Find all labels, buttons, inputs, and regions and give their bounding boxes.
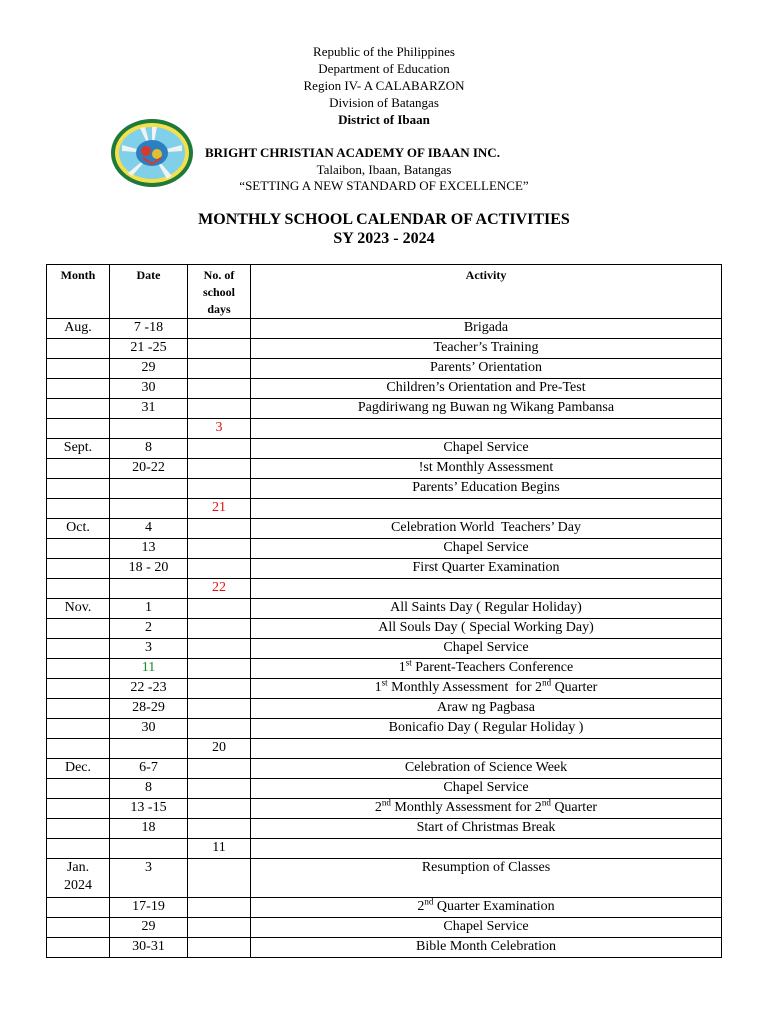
activity-cell (251, 898, 722, 918)
ordinal-suffix: st (405, 657, 412, 668)
header-days-line1: No. of (203, 268, 235, 282)
school-days-cell (188, 539, 251, 559)
table-row (47, 779, 722, 799)
school-days-cell (188, 759, 251, 779)
table-row (47, 699, 722, 719)
header-republic: Republic of the Philippines (313, 44, 455, 59)
table-row (47, 619, 722, 639)
month-cell (47, 319, 110, 339)
date-cell: 30 (110, 719, 188, 739)
month-cell (47, 759, 110, 779)
school-days-cell: 11 (188, 839, 251, 859)
month-cell (47, 739, 110, 759)
table-row (47, 519, 722, 539)
table-row (47, 719, 722, 739)
ordinal-suffix: st (381, 677, 388, 688)
date-cell: 13 (110, 539, 188, 559)
month-cell (47, 659, 110, 679)
activity-cell (251, 739, 722, 759)
header-month: Month (47, 265, 110, 319)
table-row (47, 918, 722, 938)
activity-cell: Chapel Service (251, 639, 722, 659)
table-row (47, 898, 722, 918)
month-cell (47, 339, 110, 359)
date-cell: 4 (110, 519, 188, 539)
date-cell: 3 (110, 859, 188, 898)
month-cell (47, 719, 110, 739)
activity-cell (251, 499, 722, 519)
month-cell (47, 399, 110, 419)
date-cell: 11 (110, 659, 188, 679)
activity-cell: All Souls Day ( Special Working Day) (251, 619, 722, 639)
calendar-title-line1: MONTHLY SCHOOL CALENDAR OF ACTIVITIES (198, 211, 570, 228)
month-cell (47, 479, 110, 499)
school-days-cell (188, 819, 251, 839)
month-cell (47, 918, 110, 938)
table-row (47, 819, 722, 839)
activity-cell: Brigada (251, 319, 722, 339)
school-days-cell (188, 599, 251, 619)
month-cell (47, 619, 110, 639)
school-name: BRIGHT CHRISTIAN ACADEMY OF IBAAN INC. (205, 145, 500, 160)
activity-ordinal: 2 (374, 800, 382, 815)
activity-text: Monthly Assessment for 2 (390, 800, 542, 815)
date-cell: 30 (110, 379, 188, 399)
calendar-title-line2: SY 2023 - 2024 (333, 230, 435, 247)
month-cell (47, 898, 110, 918)
activity-text: Quarter (550, 800, 598, 815)
school-days-cell: 3 (188, 419, 251, 439)
date-cell: 8 (110, 779, 188, 799)
school-days-cell (188, 938, 251, 958)
header-school-days (188, 265, 251, 319)
date-cell: 28-29 (110, 699, 188, 719)
month-cell (47, 379, 110, 399)
activity-cell: Bible Month Celebration (251, 938, 722, 958)
school-days-cell: 21 (188, 499, 251, 519)
ordinal-suffix: nd (381, 797, 391, 808)
header-date: Date (110, 265, 188, 319)
activity-cell: Araw ng Pagbasa (251, 699, 722, 719)
activity-cell: !st Monthly Assessment (251, 459, 722, 479)
activity-text: Monthly Assessment for 2 (387, 680, 543, 695)
activity-text: Quarter (551, 680, 598, 695)
activity-cell: Bonicafio Day ( Regular Holiday ) (251, 719, 722, 739)
school-days-cell (188, 799, 251, 819)
document-header (0, 43, 768, 128)
table-row (47, 938, 722, 958)
month-cell (47, 639, 110, 659)
date-cell: 29 (110, 918, 188, 938)
activity-cell: Start of Christmas Break (251, 819, 722, 839)
table-row (47, 859, 722, 898)
school-days-cell (188, 399, 251, 419)
activity-cell: Chapel Service (251, 439, 722, 459)
table-row (47, 399, 722, 419)
header-activity: Activity (251, 265, 722, 319)
activity-cell: Celebration of Science Week (251, 759, 722, 779)
month-cell (47, 599, 110, 619)
month-cell (47, 699, 110, 719)
activity-cell (251, 659, 722, 679)
month-cell (47, 499, 110, 519)
school-days-cell (188, 619, 251, 639)
header-division: Division of Batangas (329, 95, 439, 110)
month-cell (47, 459, 110, 479)
table-row (47, 659, 722, 679)
activity-cell: Celebration World Teachers’ Day (251, 519, 722, 539)
date-cell: 20-22 (110, 459, 188, 479)
table-row (47, 759, 722, 779)
school-days-cell (188, 898, 251, 918)
activity-cell: Chapel Service (251, 779, 722, 799)
date-cell: 7 -18 (110, 319, 188, 339)
activity-cell: First Quarter Examination (251, 559, 722, 579)
header-days-line2: school (202, 285, 235, 299)
school-days-cell (188, 639, 251, 659)
month-cell (47, 559, 110, 579)
month-cell (47, 419, 110, 439)
activity-cell: Pagdiriwang ng Buwan ng Wikang Pambansa (251, 399, 722, 419)
activity-cell (251, 839, 722, 859)
table-row (47, 459, 722, 479)
activity-ordinal: 1 (398, 660, 406, 675)
activity-cell (251, 679, 722, 699)
activity-cell: Parents’ Education Begins (251, 479, 722, 499)
month-cell (47, 539, 110, 559)
school-address-block (0, 162, 768, 194)
school-days-cell (188, 439, 251, 459)
table-row (47, 499, 722, 519)
month-label: Jan. (66, 860, 90, 875)
date-cell (110, 499, 188, 519)
date-cell (110, 479, 188, 499)
activity-cell: Resumption of Classes (251, 859, 722, 898)
date-cell: 30-31 (110, 938, 188, 958)
school-days-cell (188, 379, 251, 399)
table-row (47, 559, 722, 579)
month-label: Nov. (64, 600, 92, 615)
month-label: Oct. (66, 520, 90, 535)
table-row (47, 799, 722, 819)
table-body (47, 319, 722, 958)
activity-cell: Chapel Service (251, 918, 722, 938)
table-row (47, 539, 722, 559)
table-row (47, 839, 722, 859)
month-cell (47, 679, 110, 699)
date-cell: 31 (110, 399, 188, 419)
school-days-cell (188, 339, 251, 359)
school-days-cell (188, 719, 251, 739)
school-days-cell (188, 779, 251, 799)
activity-cell: Chapel Service (251, 539, 722, 559)
activity-text: Parent-Teachers Conference (411, 660, 574, 675)
activity-ordinal: 2 (417, 899, 425, 914)
school-days-cell (188, 319, 251, 339)
table-row (47, 439, 722, 459)
table-row (47, 339, 722, 359)
school-days-cell (188, 859, 251, 898)
table-row (47, 319, 722, 339)
table-row (47, 739, 722, 759)
month-cell (47, 839, 110, 859)
date-cell: 1 (110, 599, 188, 619)
header-region: Region IV- A CALABARZON (303, 78, 465, 93)
month-cell (47, 859, 110, 898)
ordinal-suffix: nd (541, 797, 551, 808)
school-days-cell: 20 (188, 739, 251, 759)
date-cell: 6-7 (110, 759, 188, 779)
month-cell (47, 799, 110, 819)
activity-cell (251, 579, 722, 599)
month-cell (47, 779, 110, 799)
date-cell: 29 (110, 359, 188, 379)
calendar-title (0, 210, 768, 248)
date-cell: 2 (110, 619, 188, 639)
month-label: Aug. (64, 320, 92, 335)
date-cell: 18 (110, 819, 188, 839)
month-cell (47, 519, 110, 539)
table-row (47, 639, 722, 659)
date-cell: 3 (110, 639, 188, 659)
date-cell (110, 739, 188, 759)
header-district: District of Ibaan (338, 112, 430, 127)
date-cell (110, 419, 188, 439)
activity-cell: Teacher’s Training (251, 339, 722, 359)
table-row (47, 419, 722, 439)
activity-ordinal: 1 (374, 680, 382, 695)
date-cell (110, 839, 188, 859)
activity-cell: Parents’ Orientation (251, 359, 722, 379)
activity-cell (251, 799, 722, 819)
table-row (47, 579, 722, 599)
table-row (47, 359, 722, 379)
table-row (47, 679, 722, 699)
date-cell: 8 (110, 439, 188, 459)
month-label: Sept. (63, 440, 93, 455)
ordinal-suffix: nd (424, 896, 434, 907)
date-cell: 13 -15 (110, 799, 188, 819)
school-motto: “SETTING A NEW STANDARD OF EXCELLENCE” (239, 178, 529, 193)
month-year-label: 2024 (64, 878, 92, 893)
activity-text: Quarter Examination (433, 899, 555, 914)
date-cell: 17-19 (110, 898, 188, 918)
school-days-cell (188, 359, 251, 379)
school-days-cell (188, 479, 251, 499)
school-days-cell (188, 659, 251, 679)
school-days-cell (188, 459, 251, 479)
month-cell (47, 579, 110, 599)
month-label: Dec. (64, 760, 92, 775)
school-days-cell: 22 (188, 579, 251, 599)
school-days-cell (188, 918, 251, 938)
table-row (47, 599, 722, 619)
header-days-line3: days (207, 302, 231, 316)
header-department: Department of Education (318, 61, 450, 76)
school-days-cell (188, 519, 251, 539)
date-cell: 21 -25 (110, 339, 188, 359)
school-address: Talaibon, Ibaan, Batangas (316, 162, 452, 177)
ordinal-suffix: nd (542, 677, 552, 688)
school-days-cell (188, 559, 251, 579)
month-cell (47, 439, 110, 459)
month-cell (47, 819, 110, 839)
activity-cell: Children’s Orientation and Pre-Test (251, 379, 722, 399)
month-cell (47, 359, 110, 379)
school-days-cell (188, 679, 251, 699)
activity-cell: All Saints Day ( Regular Holiday) (251, 599, 722, 619)
date-cell (110, 579, 188, 599)
school-days-cell (188, 699, 251, 719)
table-row (47, 479, 722, 499)
activities-table (46, 264, 722, 958)
month-cell (47, 938, 110, 958)
date-cell: 18 - 20 (110, 559, 188, 579)
date-cell: 22 -23 (110, 679, 188, 699)
activity-cell (251, 419, 722, 439)
table-header-row (47, 265, 722, 319)
table-row (47, 379, 722, 399)
